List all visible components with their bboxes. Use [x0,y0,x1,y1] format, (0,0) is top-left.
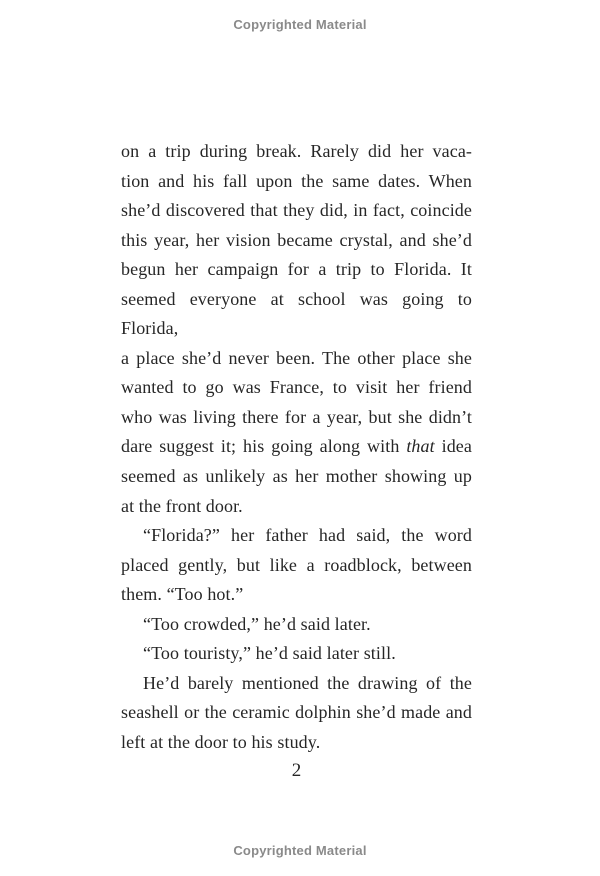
text-segment: idea [434,436,472,457]
text-line: she’d discovered that they did, in fact, coincide [121,200,472,221]
page-number: 2 [291,760,302,781]
italic-word: that [406,436,435,457]
text-line: a place she’d never been. The other place she [121,347,472,368]
text-line: “Florida?” her father had said, the word [143,525,472,546]
text-line: this year, her vision became crystal, and she’d [121,229,472,250]
text-line: “Too crowded,” he’d said later. [143,613,371,634]
text-line: on a trip during break. Rarely did her vaca- [121,141,472,161]
text-line: left at the door to his study. [121,731,321,752]
copyright-notice-top: Copyrighted Material [233,17,367,32]
text-line: seashell or the ceramic dolphin she’d made and [121,702,472,723]
text-line: who was living there for a year, but she didn’t [121,406,472,427]
body-text [121,137,472,757]
text-line: tion and his fall upon the same dates. When [121,170,472,191]
text-line: placed gently, but like a roadblock, between [121,554,472,575]
text-line: He’d barely mentioned the drawing of the [143,672,472,693]
text-segment: dare suggest it; his going along with [121,436,407,457]
text-line: “Too touristy,” he’d said later still. [143,643,396,664]
copyright-notice-bottom: Copyrighted Material [233,843,367,858]
text-line: seemed everyone at school was going to Florida, [121,288,472,339]
text-line: begun her campaign for a trip to Florida. It [121,259,472,280]
text-line: them. “Too hot.” [121,584,244,605]
text-line: seemed as unlikely as her mother showing up [121,466,472,487]
text-line [121,432,472,462]
text-line: wanted to go was France, to visit her friend [121,377,472,398]
text-line: at the front door. [121,495,243,516]
